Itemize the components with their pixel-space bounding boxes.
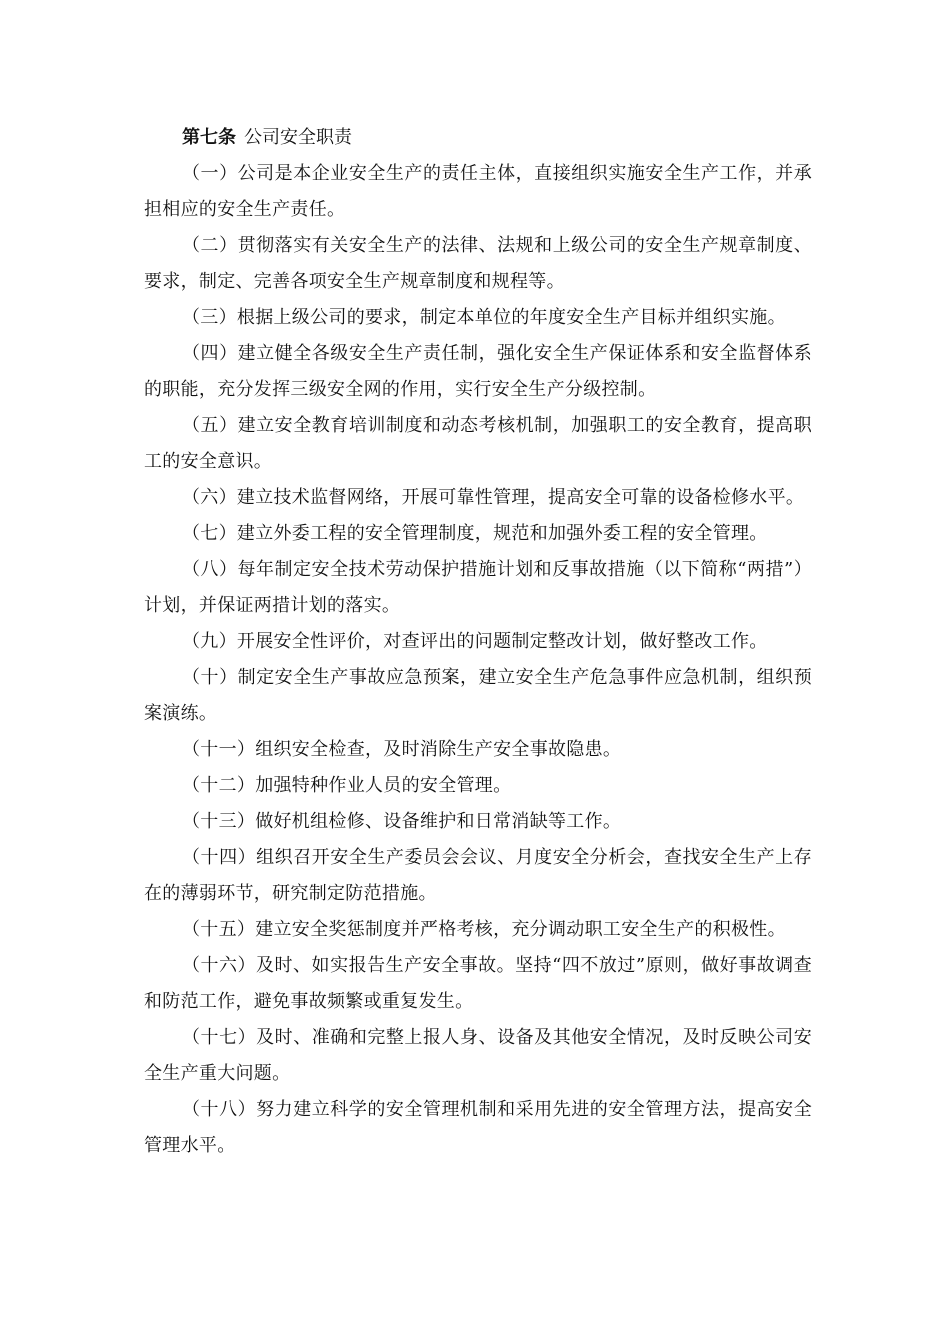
clause-8: （八）每年制定安全技术劳动保护措施计划和反事故措施（以下简称“两措”）计划，并保证两措计划的落实。 (144, 559, 812, 616)
document-page (144, 120, 812, 1164)
clause-4: （四）建立健全各级安全生产责任制，强化安全生产保证体系和安全监督体系的职能，充分发挥三级安全网的作用，实行安全生产分级控制。 (144, 343, 812, 400)
clause-6: （六）建立技术监督网络，开展可靠性管理，提高安全可靠的设备检修水平。 (182, 487, 805, 508)
clause-5: （五）建立安全教育培训制度和动态考核机制，加强职工的安全教育，提高职工的安全意识。 (144, 415, 812, 472)
clause-12: （十二）加强特种作业人员的安全管理。 (182, 775, 512, 796)
clause-14: （十四）组织召开安全生产委员会会议、月度安全分析会，查找安全生产上存在的薄弱环节，研究制定防范措施。 (144, 847, 812, 904)
clause-11: （十一）组织安全检查，及时消除生产安全事故隐患。 (182, 739, 622, 760)
clause-16: （十六）及时、如实报告生产安全事故。坚持“四不放过”原则，做好事故调查和防范工作，避免事故频繁或重复发生。 (144, 955, 812, 1012)
clause-1: （一）公司是本企业安全生产的责任主体，直接组织实施安全生产工作，并承担相应的安全生产责任。 (144, 163, 812, 220)
clause-15: （十五）建立安全奖惩制度并严格考核，充分调动职工安全生产的积极性。 (182, 919, 786, 940)
article-heading (144, 120, 812, 156)
clause-13: （十三）做好机组检修、设备维护和日常消缺等工作。 (182, 811, 622, 832)
article-number: 第七条 (182, 127, 236, 148)
clause-3: （三）根据上级公司的要求，制定本单位的年度安全生产目标并组织实施。 (182, 307, 786, 328)
clause-18: （十八）努力建立科学的安全管理机制和采用先进的安全管理方法，提高安全管理水平。 (144, 1099, 812, 1156)
clause-10: （十）制定安全生产事故应急预案，建立安全生产危急事件应急机制，组织预案演练。 (144, 667, 812, 724)
clause-7: （七）建立外委工程的安全管理制度，规范和加强外委工程的安全管理。 (182, 523, 768, 544)
clause-2: （二）贯彻落实有关安全生产的法律、法规和上级公司的安全生产规章制度、要求，制定、完善各项安全生产规章制度和规程等。 (144, 235, 812, 292)
article-title: 公司安全职责 (244, 127, 352, 148)
clause-9: （九）开展安全性评价，对查评出的问题制定整改计划，做好整改工作。 (182, 631, 768, 652)
clause-17: （十七）及时、准确和完整上报人身、设备及其他安全情况，及时反映公司安全生产重大问题。 (144, 1027, 812, 1084)
